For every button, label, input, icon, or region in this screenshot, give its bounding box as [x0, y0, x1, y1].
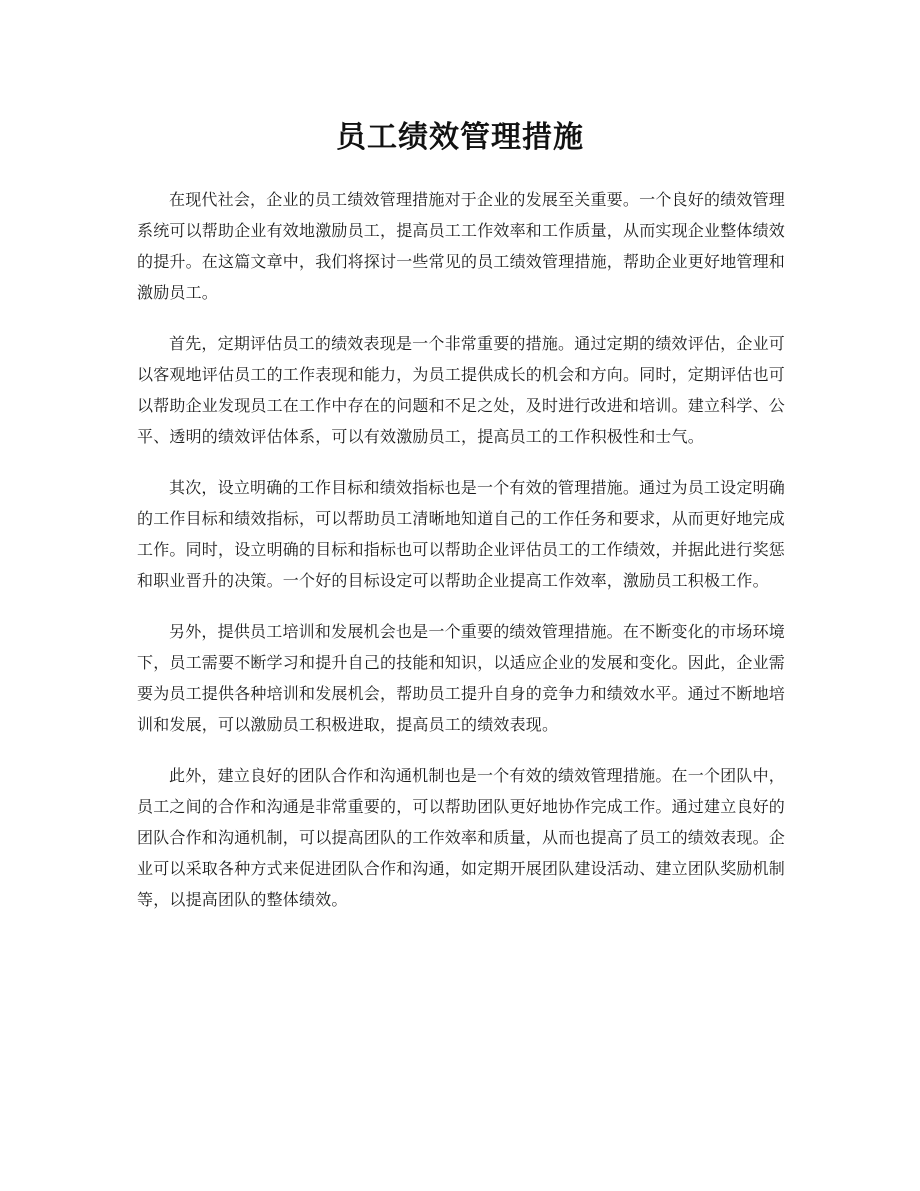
document-title: 员工绩效管理措施 [336, 120, 584, 155]
paragraph-performance-review: 首先，定期评估员工的绩效表现是一个非常重要的措施。通过定期的绩效评估，企业可以客观地评估员工的工作表现和能力，为员工提供成长的机会和方向。同时，定期评估也可以帮助企业发现员工在工作中存在的问题和不足之处，及时进行改进和培训。建立科学、公平、透明的绩效评估体系，可以有效激励员工，提高员工的工作积极性和士气。 [137, 334, 786, 446]
paragraph-goals-and-metrics: 其次，设立明确的工作目标和绩效指标也是一个有效的管理措施。通过为员工设定明确的工作目标和绩效指标，可以帮助员工清晰地知道自己的工作任务和要求，从而更好地完成工作。同时，设立明确的目标和指标也可以帮助企业评估员工的工作绩效，并据此进行奖惩和职业晋升的决策。一个好的目标设定可以帮助企业提高工作效率，激励员工积极工作。 [137, 478, 786, 590]
paragraph-intro: 在现代社会，企业的员工绩效管理措施对于企业的发展至关重要。一个良好的绩效管理系统可以帮助企业有效地激励员工，提高员工工作效率和工作质量，从而实现企业整体绩效的提升。在这篇文章中，我们将探讨一些常见的员工绩效管理措施，帮助企业更好地管理和激励员工。 [137, 190, 786, 302]
paragraph-training-and-development: 另外，提供员工培训和发展机会也是一个重要的绩效管理措施。在不断变化的市场环境下，员工需要不断学习和提升自己的技能和知识，以适应企业的发展和变化。因此，企业需要为员工提供各种培训和发展机会，帮助员工提升自身的竞争力和绩效水平。通过不断地培训和发展，可以激励员工积极进取，提高员工的绩效表现。 [137, 622, 786, 734]
document-body [137, 184, 785, 935]
paragraph-teamwork-and-communication: 此外，建立良好的团队合作和沟通机制也是一个有效的绩效管理措施。在一个团队中，员工之间的合作和沟通是非常重要的，可以帮助团队更好地协作完成工作。通过建立良好的团队合作和沟通机制，可以提高团队的工作效率和质量，从而也提高了员工的绩效表现。企业可以采取各种方式来促进团队合作和沟通，如定期开展团队建设活动、建立团队奖励机制等，以提高团队的整体绩效。 [137, 766, 786, 909]
